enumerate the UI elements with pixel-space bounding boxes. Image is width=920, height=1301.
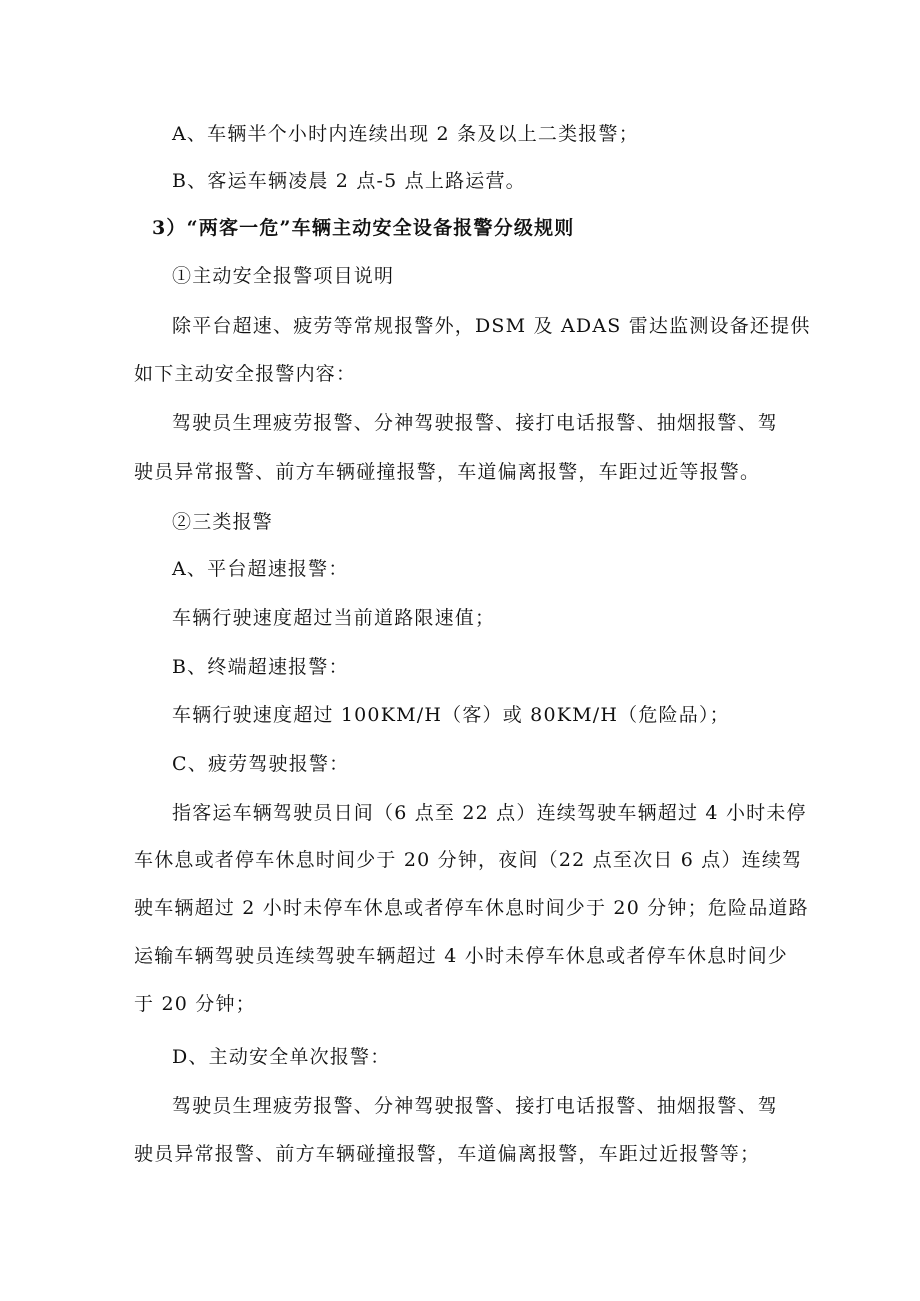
item-a-consecutive-alarms: A、车辆半个小时内连续出现 2 条及以上二类报警； [172,123,639,145]
paragraph-line: 指客运车辆驾驶员日间（6 点至 22 点）连续驾驶车辆超过 4 小时未停 [172,802,807,824]
item-d-active-safety-alarm: D、主动安全单次报警： [172,1046,391,1068]
item-a-platform-speeding: A、平台超速报警： [172,558,349,580]
paragraph-line: 驾驶员生理疲劳报警、分神驾驶报警、接打电话报警、抽烟报警、驾 [172,412,779,434]
subsection-title-2: ②三类报警 [172,511,274,533]
item-b-terminal-speeding: B、终端超速报警： [172,656,349,678]
item-c-fatigue-driving: C、疲劳驾驶报警： [172,753,350,775]
paragraph-line: 如下主动安全报警内容： [134,363,357,385]
paragraph-line: 于 20 分钟； [134,993,256,1015]
item-b-night-operation: B、客运车辆凌晨 2 点-5 点上路运营。 [172,170,526,192]
paragraph-line: 除平台超速、疲劳等常规报警外，DSM 及 ADAS 雷达监测设备还提供 [172,315,811,337]
paragraph-line: 驶员异常报警、前方车辆碰撞报警，车道偏离报警，车距过近报警等； [134,1143,761,1165]
paragraph-line: 驶车辆超过 2 小时未停车休息或者停车休息时间少于 20 分钟；危险品道路 [134,897,809,919]
paragraph-line: 驶员异常报警、前方车辆碰撞报警，车道偏离报警，车距过近等报警。 [134,461,761,483]
paragraph-line: 驾驶员生理疲劳报警、分神驾驶报警、接打电话报警、抽烟报警、驾 [172,1095,779,1117]
paragraph-line: 车休息或者停车休息时间少于 20 分钟，夜间（22 点至次日 6 点）连续驾 [134,849,803,871]
paragraph-line: 车辆行驶速度超过当前道路限速值； [172,607,496,629]
subsection-title-1: ①主动安全报警项目说明 [172,265,395,287]
paragraph-line: 运输车辆驾驶员连续驾驶车辆超过 4 小时未停车休息或者停车休息时间少 [134,945,788,967]
paragraph-line: 车辆行驶速度超过 100KM/H（客）或 80KM/H（危险品）； [172,704,730,726]
section-heading: 3）“两客一危”车辆主动安全设备报警分级规则 [152,217,575,239]
